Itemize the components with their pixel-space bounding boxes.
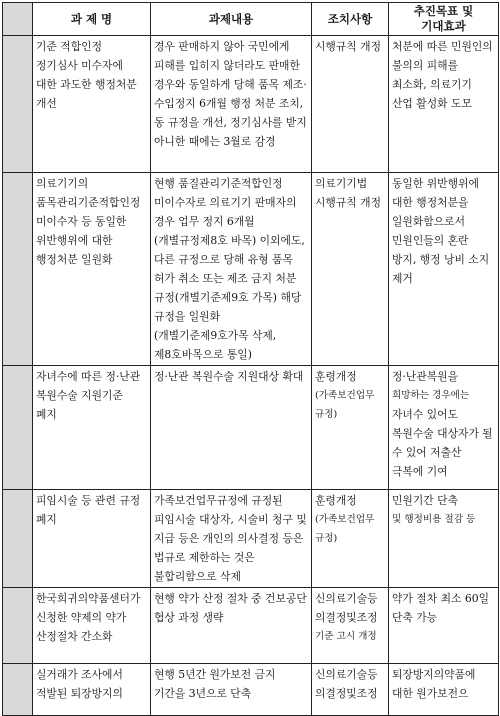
- task-name-cell: 기준 적합인정 정기심사 미수자에 대한 과도한 행정처분 개선: [33, 36, 151, 173]
- table-row: [3, 588, 499, 664]
- task-name-cell: 의료기기의 품목관리기준적합인정 미이수자 등 동일한 위반행위에 대한 행정처분 일원화: [33, 173, 151, 366]
- task-name-cell: 실거래가 조사에서 적발된 퇴장방지의: [33, 664, 151, 716]
- task-content-cell: 현행 5년간 원가보전 금지 기간을 3년으로 단축: [151, 664, 312, 716]
- measure-cell: 의료기기법 시행규칙 개정: [312, 173, 389, 366]
- goal-cell: 약가 절차 최소 60일 단축 가능: [389, 588, 499, 664]
- measure-cell: [312, 366, 389, 490]
- measure-cell: [312, 588, 389, 664]
- measure-cell: [312, 490, 389, 588]
- marker-cell: [3, 173, 33, 366]
- goal-cell: 퇴장방지의약품에 대한 원가보전으: [389, 664, 499, 716]
- task-content-cell: 정·난관 복원수술 지원대상 확대: [151, 366, 312, 490]
- task-content-cell: 가족보건업무규정에 규정된 피임시술 대상자, 시술비 청구 및 지급 등은 개인의 의사결정 등은 법규로 제한하는 것은 불합리함으로 삭제: [151, 490, 312, 588]
- task-name-cell: 한국희귀의약품센터가 신청한 약제의 약가 산정절차 간소화: [33, 588, 151, 664]
- marker-cell: [3, 664, 33, 716]
- task-content-cell: 경우 판매하지 않아 국민에게 피해를 입히지 않더라도 판매한 경우와 동일하게 당해 품목 제조·수입정지 6개월 행정 처분 조치, 동 규정을 개선, 정기심사를 받지 아니한 때에는 3월로 감경: [151, 36, 312, 173]
- task-content-cell: 현행 품질관리기준적합인정 미이수자로 의료기기 판매자의 경우 업무 정지 6개월(개별규정제8호 바목) 이외에도, 다른 규정으로 당해 유형 품목 허가 취소 또는 제조 금지 처분 규정(개별기준제9호 가목) 해당 규정을 일원화(개별기준제9호가목 삭제, 제8호바목으로 통일): [151, 173, 312, 366]
- measure-note: (가족보건업무 규정): [315, 514, 375, 544]
- measure-note: 기준 고시 개정: [315, 631, 377, 642]
- measure-cell: 시행규칙 개정: [312, 36, 389, 173]
- header-row: [3, 3, 499, 36]
- measure-cell: 신의료기술등의결정및조정: [312, 664, 389, 716]
- header-measure: 조치사항: [312, 3, 389, 36]
- task-name-cell: 피임시술 등 관련 규정 폐지: [33, 490, 151, 588]
- header-goal: [389, 3, 499, 36]
- measure-text: 훈령개정: [315, 494, 357, 507]
- table-row: [3, 173, 499, 366]
- goal-small-text: 및 행정비용 절감 등: [392, 514, 476, 525]
- header-goal-text: 추진목표 및 기대효과: [413, 4, 474, 33]
- marker-cell: [3, 36, 33, 173]
- goal-small-text: 희망하는 경우에는: [392, 390, 470, 401]
- document-table: [2, 2, 499, 716]
- goal-text: 민원기간 단축: [392, 494, 459, 507]
- measure-text: 훈령개정: [315, 370, 357, 383]
- goal-cell: 동일한 위반행위에 대한 행정처분을 일원화함으로서 민원인들의 혼란 방지, 행정 낭비 소지 제거: [389, 173, 499, 366]
- task-name-cell: 자녀수에 따른 정·난관 복원수술 지원기준 폐지: [33, 366, 151, 490]
- table-row: [3, 664, 499, 716]
- header-task-content: 과제내용: [151, 3, 312, 36]
- table-row: [3, 490, 499, 588]
- task-content-cell: 현행 약가 산정 절차 중 건보공단 협상 과정 생략: [151, 588, 312, 664]
- goal-text: 정·난관복원을: [392, 370, 459, 383]
- marker-cell: [3, 3, 33, 36]
- table-row: [3, 36, 499, 173]
- measure-note: (가족보건업무 규정): [315, 390, 375, 420]
- marker-cell: [3, 490, 33, 588]
- marker-cell: [3, 588, 33, 664]
- measure-text: 신의료기술등의결정및조정: [315, 592, 378, 624]
- marker-cell: [3, 366, 33, 490]
- table-row: [3, 366, 499, 490]
- goal-cell: [389, 490, 499, 588]
- header-task-name: 과 제 명: [33, 3, 151, 36]
- goal-rest-text: 자녀수 있어도 복원수술 대상자가 될 수 있어 저출산 극복에 기여: [392, 408, 493, 478]
- goal-cell: 처분에 따른 민원인의 불의의 피해를 최소화, 의료기기 산업 활성화 도모: [389, 36, 499, 173]
- goal-cell: [389, 366, 499, 490]
